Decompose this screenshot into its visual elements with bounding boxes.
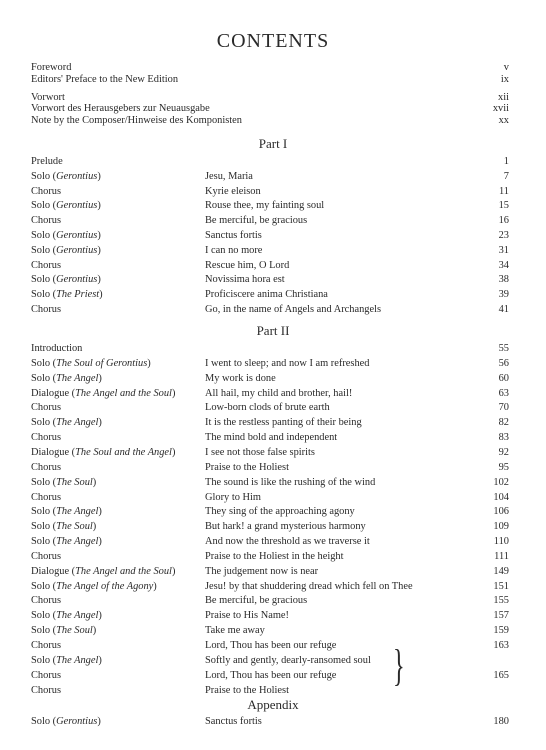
entry-performer: Solo (The Angel of the Agony) [31,580,157,592]
entry-performer: Solo (Gerontius) [31,200,101,212]
toc-entry [31,342,509,356]
entry-page-number: 95 [498,461,509,473]
toc-entry [31,170,509,184]
entry-page-number: 165 [493,669,509,681]
toc-entry [31,273,509,287]
entry-performer: Solo (The Angel) [31,654,102,666]
toc-entry [31,476,509,490]
entry-title: Jesu! by that shuddering dread which fell on Thee [205,580,413,592]
toc-entry [31,303,509,317]
entry-title: Novissima hora est [205,274,285,286]
entry-title: Sanctus fortis [205,230,262,241]
entry-page-number: 15 [498,200,509,212]
entry-page-number: 111 [494,550,509,562]
entry-title: I can no more [205,244,263,256]
entry-performer: Solo (The Angel) [31,506,102,518]
grouping-brace: } [393,641,405,690]
toc-entry [31,669,509,683]
entry-title: The mind bold and independent [205,432,338,444]
entry-performer: Solo (Gerontius) [31,244,101,256]
entry-performer: Solo (The Angel) [31,417,102,429]
entry-performer: Chorus [31,402,62,414]
entry-title: Note by the Composer/Hinweise des Komponisten [31,115,242,126]
entry-title: Vorwort des Herausgebers zur Neuausgabe [31,103,210,114]
entry-page-number: 7 [503,170,509,182]
entry-performer: Chorus [31,595,62,607]
entry-page-number: v [503,62,509,73]
entry-performer: Dialogue (The Angel and the Soul) [31,565,176,577]
entry-title: But hark! a grand mysterious harmony [205,521,366,533]
entry-page-number: 1 [503,156,509,167]
toc-entry [31,446,509,460]
entry-title: It is the restless panting of their being [205,417,362,429]
toc-entry [31,505,509,519]
entry-page-number: 55 [498,343,509,354]
entry-page-number: 60 [498,372,509,384]
entry-performer: Dialogue (The Soul and the Angel) [31,446,176,458]
entry-title: Sanctus fortis [205,716,262,727]
entry-title: Praise to the Holiest [205,461,289,473]
entry-title: My work is done [205,372,276,384]
front-matter-entry [31,114,509,128]
entry-page-number: 92 [498,446,509,458]
entry-title: Rouse thee, my fainting soul [205,200,325,212]
entry-title: Be merciful, be gracious [205,215,308,227]
entry-page-number: 56 [498,357,509,369]
entry-title: Lord, Thou has been our refuge [205,669,337,681]
entry-title: Praise to the Holiest in the height [205,550,344,562]
toc-entry [31,550,509,564]
entry-title: The sound is like the rushing of the wind [205,476,376,488]
entry-page-number: 16 [498,215,509,227]
entry-performer: Chorus [31,259,62,271]
toc-entry [31,214,509,228]
toc-entry [31,609,509,623]
entry-page-number: 102 [493,476,509,488]
toc-entry [31,288,509,302]
entry-title: The judgement now is near [205,565,319,577]
toc-entry [31,229,509,243]
toc-entry [31,401,509,415]
entry-title: Low-born clods of brute earth [205,402,330,414]
entry-page-number: 151 [493,580,509,592]
entry-page-number: 104 [493,491,509,503]
entry-performer: Chorus [31,491,62,503]
entry-performer: Introduction [31,343,83,354]
part-two-heading: Part II [256,323,290,338]
entry-title: Rescue him, O Lord [205,259,290,271]
entry-performer: Chorus [31,550,62,562]
entry-page-number: 109 [493,521,509,533]
entry-page-number: 110 [493,536,509,548]
entry-performer: Chorus [31,640,62,651]
entry-performer: Solo (Gerontius) [31,716,101,727]
toc-entry [31,357,509,371]
entry-performer: Solo (The Soul) [31,625,97,637]
toc-entry [31,185,509,199]
entry-page-number: 149 [493,565,509,577]
toc-entry [31,594,509,608]
entry-page-number: 163 [493,640,509,651]
entry-performer: Chorus [31,432,62,444]
entry-title: Take me away [205,625,265,637]
entry-performer: Solo (The Angel) [31,610,102,622]
entry-title: Lord, Thou has been our refuge [205,640,337,651]
entry-page-number: xii [498,92,509,103]
toc-entry [31,372,509,386]
entry-page-number: 70 [498,402,509,414]
entry-page-number: 11 [498,185,509,197]
entry-performer: Chorus [31,215,62,227]
entry-title: Be merciful, be gracious [205,595,308,607]
toc-entry [31,684,509,698]
toc-entry [31,155,509,169]
entry-title: Glory to Him [205,491,261,503]
entry-performer: Solo (The Soul) [31,521,97,533]
toc-entry [31,491,509,505]
entry-page-number: xvii [492,103,509,114]
entry-title: Go, in the name of Angels and Archangels [205,304,382,315]
entry-page-number: 39 [498,289,509,301]
entry-performer: Chorus [31,304,62,315]
entry-title: I went to sleep; and now I am refreshed [205,357,370,369]
entry-page-number: 31 [498,244,509,256]
entry-performer: Chorus [31,461,62,473]
entry-title: And now the threshold as we traverse it [205,536,370,548]
entry-title: Praise to His Name! [205,610,289,622]
toc-entry [31,199,509,213]
entry-performer: Solo (The Angel) [31,536,102,548]
toc-entry [31,520,509,534]
part-one-heading: Part I [258,136,288,151]
entry-performer: Chorus [31,185,62,197]
entry-performer: Solo (Gerontius) [31,274,101,286]
toc-entry [31,244,509,258]
toc-entry [31,535,509,549]
entry-title: Kyrie eleison [205,185,261,197]
entry-performer: Solo (Gerontius) [31,170,101,182]
entry-title: Praise to the Holiest [205,684,289,696]
toc-entry [31,259,509,273]
entry-page-number: 157 [493,610,509,622]
front-matter-entry [31,73,509,87]
entry-performer: Chorus [31,669,62,681]
entry-performer: Chorus [31,684,62,696]
toc-entry [31,580,509,594]
toc-entry [31,624,509,638]
entry-performer: Prelude [31,156,63,167]
entry-performer: Solo (The Angel) [31,372,102,384]
entry-title: They sing of the approaching agony [205,506,355,518]
toc-entry [31,654,509,668]
entry-performer: Solo (The Priest) [31,289,103,301]
entry-page-number: 155 [493,595,509,607]
toc-entry [31,565,509,579]
entry-page-number: 34 [498,259,509,271]
toc-entry [31,387,509,401]
toc-entry [31,431,509,445]
entry-title: All hail, my child and brother, hail! [205,387,353,399]
entry-page-number: 83 [498,432,509,444]
entry-title: Vorwort [31,92,65,103]
entry-page-number: 106 [493,506,509,518]
entry-page-number: xx [498,115,509,126]
entry-page-number: 82 [498,417,509,429]
entry-page-number: 159 [493,625,509,637]
entry-performer: Solo (The Soul of Gerontius) [31,357,151,369]
entry-page-number: 23 [498,230,509,241]
entry-title: Foreword [31,62,72,73]
entry-title: I see not those false spirits [205,446,315,458]
entry-title: Editors' Preface to the New Edition [31,74,179,85]
entry-title: Jesu, Maria [205,170,253,182]
entry-page-number: 63 [498,387,509,399]
toc-entry [31,461,509,475]
entry-page-number: ix [500,74,509,85]
entry-performer: Dialogue (The Angel and the Soul) [31,387,176,399]
toc-entry [31,715,509,729]
entry-page-number: 38 [498,274,509,286]
entry-performer: Solo (The Soul) [31,476,97,488]
entry-page-number: 180 [493,716,509,727]
entry-title: Softly and gently, dearly-ransomed soul [205,654,371,666]
entry-performer: Solo (Gerontius) [31,230,101,241]
toc-entry [31,639,509,653]
entry-title: Proficiscere anima Christiana [205,289,328,301]
toc-entry [31,416,509,430]
entry-page-number: 41 [498,304,509,315]
page-title: CONTENTS [216,30,330,52]
appendix-heading: Appendix [247,697,299,712]
